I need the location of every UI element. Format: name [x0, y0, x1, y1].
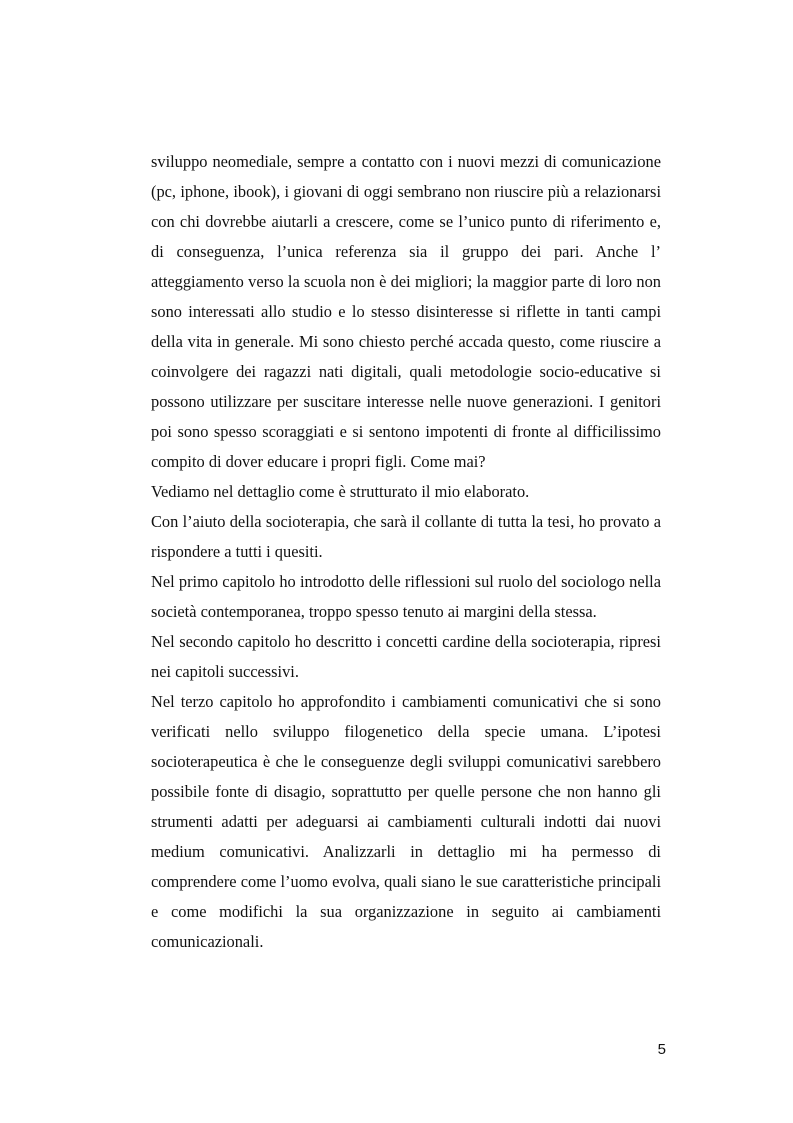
page-number: 5	[657, 1041, 666, 1058]
paragraph-structure-intro: Vediamo nel dettaglio come è strutturato il mio elaborato.	[151, 482, 530, 501]
body-text	[151, 147, 661, 957]
paragraph-chapter-three: Nel terzo capitolo ho approfondito i cambiamenti comunicativi che si sono verificati nello sviluppo filogenetico della specie umana. L’ipotesi socioterapeutica è che le conseguenze degli sviluppi comunicativi sarebbero possibile fonte di disagio, soprattutto per quelle persone che non hanno gli strumenti adatti per adeguarsi ai cambiamenti culturali indotti dai nuovi medium comunicativi. Analizzarli in dettaglio mi ha permesso di comprendere come l’uomo evolva, quali siano le sue caratteristiche principali e come modifichi la sua organizzazione in seguito ai cambiamenti comunicazionali.	[151, 692, 661, 951]
paragraph-intro-continuation: sviluppo neomediale, sempre a contatto con i nuovi mezzi di comunicazione (pc, iphone, ibook), i giovani di oggi sembrano non riuscire più a relazionarsi con chi dovrebbe aiutarli a crescere, come se l’unico punto di riferimento e, di conseguenza, l’unica referenza sia il gruppo dei pari. Anche l’ atteggiamento verso la scuola non è dei migliori; la maggior parte di loro non sono interessati allo studio e lo stesso disinteresse si riflette in tanti campi della vita in generale. Mi sono chiesto perché accada questo, come riuscire a coinvolgere dei ragazzi nati digitali, quali metodologie socio-educative si possono utilizzare per suscitare interesse nelle nuove generazioni. I genitori poi sono spesso scoraggiati e si sentono impotenti di fronte al difficilissimo compito di dover educare i propri figli. Come mai?	[151, 152, 661, 471]
paragraph-chapter-one: Nel primo capitolo ho introdotto delle riflessioni sul ruolo del sociologo nella società contemporanea, troppo spesso tenuto ai margini della stessa.	[151, 572, 661, 621]
paragraph-socioterapia: Con l’aiuto della socioterapia, che sarà il collante di tutta la tesi, ho provato a rispondere a tutti i quesiti.	[151, 512, 661, 561]
paragraph-chapter-two: Nel secondo capitolo ho descritto i concetti cardine della socioterapia, ripresi nei capitoli successivi.	[151, 632, 661, 681]
